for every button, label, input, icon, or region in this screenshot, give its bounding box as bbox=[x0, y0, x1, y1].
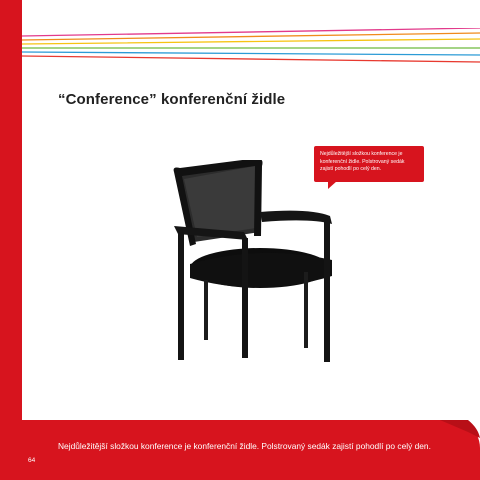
red-side-bar bbox=[0, 0, 22, 480]
page-title: “Conference” konferenční židle bbox=[58, 91, 286, 108]
feature-callout: Nejdůležitější složkou konference je konferenční židle. Polstrovaný sedák zajistí pohodlí po celý den. bbox=[314, 146, 424, 182]
decorative-stripes bbox=[22, 28, 480, 68]
footer-caption: Nejdůležitější složkou konference je konferenční židle. Polstrovaný sedák zajistí pohodlí po celý den. bbox=[58, 441, 431, 451]
page-number: 64 bbox=[28, 457, 36, 464]
office-chair-icon bbox=[160, 160, 350, 370]
